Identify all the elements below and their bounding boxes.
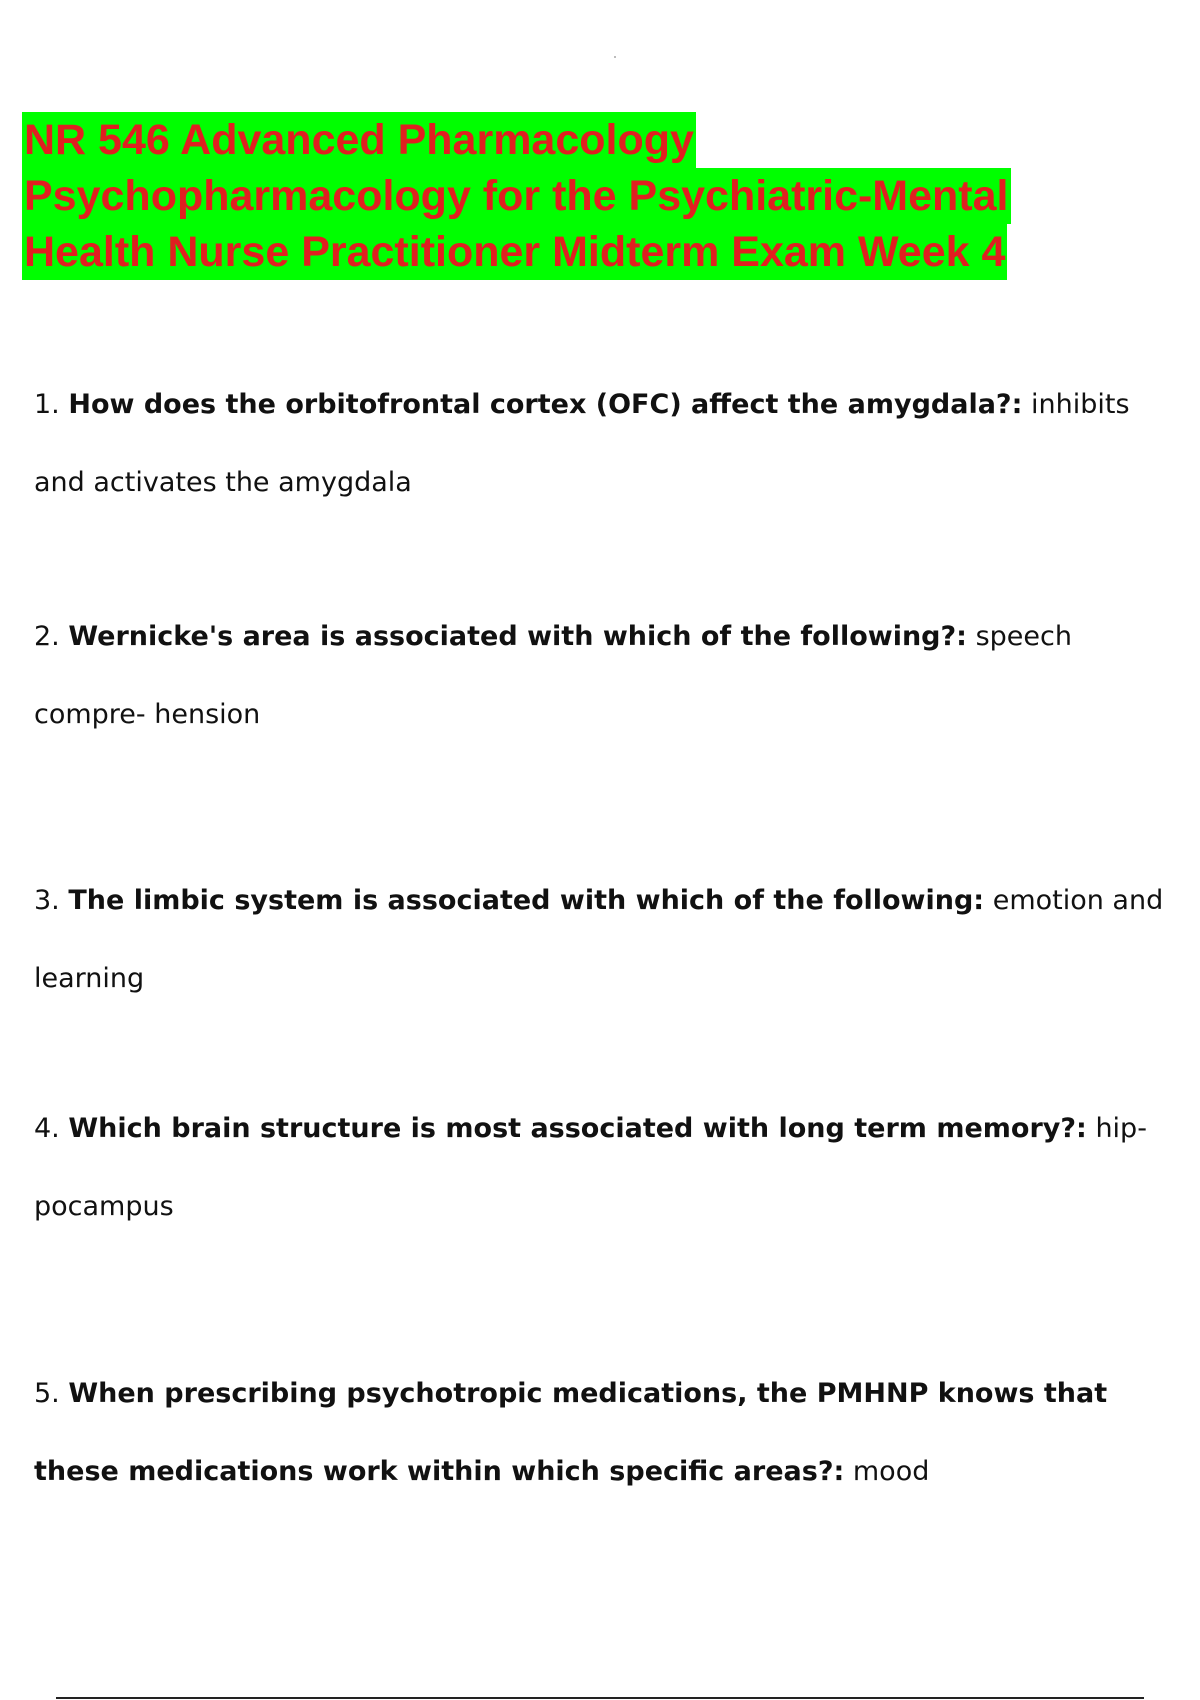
question-item-3 xyxy=(34,862,1184,1018)
question-number: 1. xyxy=(34,389,60,420)
answer-text: hip- pocampus xyxy=(34,1113,1147,1222)
question-item-1 xyxy=(34,366,1184,522)
answer-text: emotion and learning xyxy=(34,885,1164,994)
question-item-5 xyxy=(34,1355,1184,1511)
document-title xyxy=(22,112,1142,280)
title-line-3: Health Nurse Practitioner Midterm Exam Week 4 xyxy=(22,224,1007,280)
question-item-4 xyxy=(34,1090,1184,1246)
question-text: The limbic system is associated with which of the following: xyxy=(68,885,985,916)
question-text: Which brain structure is most associated with long term memory?: xyxy=(68,1113,1087,1144)
title-line-1: NR 546 Advanced Pharmacology xyxy=(22,112,696,168)
question-text: Wernicke's area is associated with which of the following?: xyxy=(68,621,967,652)
answer-text: inhibits and activates the amygdala xyxy=(34,389,1130,498)
answer-text: mood xyxy=(852,1456,930,1487)
question-number: 5. xyxy=(34,1378,60,1409)
title-line-2: Psychopharmacology for the Psychiatric-Mental xyxy=(22,168,1011,224)
question-text: How does the orbitofrontal cortex (OFC) affect the amygdala?: xyxy=(68,389,1023,420)
question-number: 3. xyxy=(34,885,60,916)
question-number: 2. xyxy=(34,621,60,652)
answer-text: speech compre- hension xyxy=(34,621,1072,730)
question-item-2 xyxy=(34,598,1184,754)
question-text: When prescribing psychotropic medications, the PMHNP knows that these medications work within which specific areas?: xyxy=(34,1378,1108,1487)
question-number: 4. xyxy=(34,1113,60,1144)
footer-divider xyxy=(56,1697,1144,1699)
scan-speck xyxy=(614,56,616,58)
